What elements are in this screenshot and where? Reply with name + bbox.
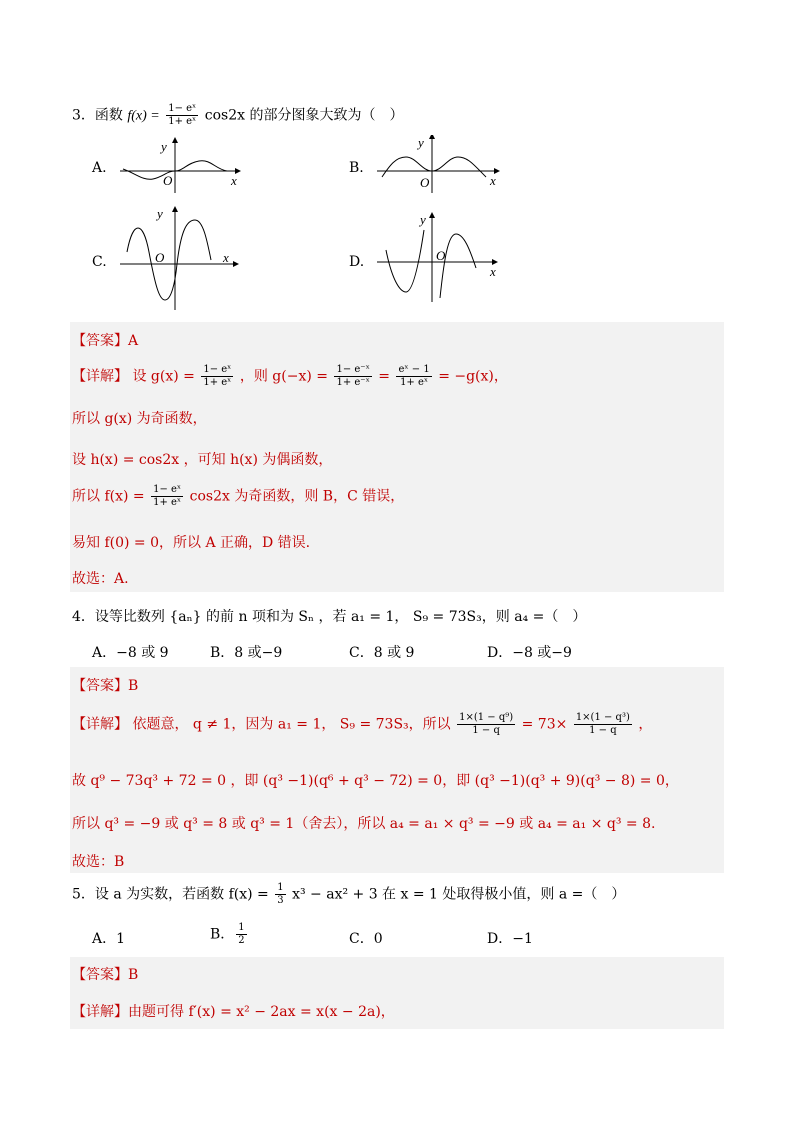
a3-detail-3: 设 h(x) = cos2x ，可知 h(x) 为偶函数， [72,452,333,468]
q3d-origin-label: O [436,248,446,263]
a4-detail-1: 【详解】 依题意， q ≠ 1，因为 a₁ = 1， S₉ = 73S₃，所以 $\frac{\text{1×(1 − q⁹)}}{1 - q}$ = 73× $\frac{\text{1×(1 − q³)}}{1 - q}$ ， [72,712,653,736]
q5-option-d: D．−1 [487,931,533,947]
q4-option-c: C．8 或 9 [349,645,415,661]
q3b-x-label: x [490,173,496,188]
q5-option-b: B． $\frac{1}{2}$ [210,922,245,946]
q3-graph-d [372,210,507,305]
q5-option-a: A．1 [92,931,126,947]
q3-graph-c [115,200,245,315]
q3-option-b-label: B. [349,160,364,176]
q3c-y-label: y [157,206,163,221]
a3-detail-4: 所以 f(x) = $\frac{\text{1− eˣ}}{\text{1+ eˣ}}$ cos2x 为奇函数，则 B，C 错误， [72,484,405,508]
q5-option-c: C．0 [349,931,383,947]
q3-graph-b [372,135,507,195]
q3-stem: 3．函数 f(x) = $\frac{\text{1− eˣ}}{\text{1+ eˣ}}$ cos2x 的部分图象大致为（ ） [72,103,404,127]
q3a-x-label: x [231,173,237,188]
q4-option-b: B．8 或−9 [210,645,283,661]
a4-answer: 【答案】B [72,678,139,694]
q4-stem: 4．设等比数列 {aₙ} 的前 n 项和为 Sₙ ，若 a₁ = 1， S₉ = 73S₃，则 a₄ =（ ） [72,609,587,625]
a3-detail-2: 所以 g(x) 为奇函数， [72,411,207,427]
a3-answer: 【答案】A [72,333,139,349]
q3-option-a-label: A. [92,160,107,176]
a5-answer: 【答案】B [72,967,139,983]
a4-detail-2: 故 q⁹ − 73q³ + 72 = 0 ，即 (q³ −1)(q⁶ + q³ − 72) = 0，即 (q³ −1)(q³ + 9)(q³ − 8) = 0， [72,773,679,789]
q3a-y-label: y [161,139,167,154]
q3-fraction: $\frac{\text{1− eˣ}}{\text{1+ eˣ}}$ [168,103,197,127]
a3-detail-5: 易知 f(0) = 0，所以 A 正确，D 错误. [72,535,311,551]
a3-detail-6: 故选：A. [72,571,129,587]
q3d-x-label: x [490,264,496,279]
q3c-origin-label: O [155,250,165,265]
q4-option-d: D．−8 或−9 [487,645,572,661]
q3-option-c-label: C. [92,254,107,270]
q3d-y-label: y [420,212,426,227]
q3-option-d-label: D. [349,254,365,270]
q5-stem: 5．设 a 为实数，若函数 f(x) = $\frac{1}{3}$ x³ − ax² + 3 在 x = 1 处取得极小值，则 a =（ ） [72,882,626,906]
q3c-x-label: x [223,250,229,265]
a4-detail-4: 故选：B [72,854,125,870]
q3b-y-label: y [418,135,424,150]
a4-detail-3: 所以 q³ = −9 或 q³ = 8 或 q³ = 1（舍去），所以 a₄ = a₁ × q³ = −9 或 a₄ = a₁ × q³ = 8. [72,816,656,832]
q3b-origin-label: O [420,175,430,190]
a3-detail-1: 【详解】 设 g(x) = $\frac{\text{1− eˣ}}{\text{1+ eˣ}}$ ，则 g(−x) = $\frac{\text{1− e⁻ˣ}}{\text{1+ e⁻ˣ}}$ = $\frac{\text{eˣ − 1}}{\text{1+ eˣ}}$ = −g(x)， [72,364,508,388]
q3-graph-a [115,135,245,195]
q3a-origin-label: O [163,173,173,188]
q4-option-a: A．−8 或 9 [92,645,169,661]
a5-detail-1: 【详解】由题可得 f′(x) = x² − 2ax = x(x − 2a)， [72,1004,395,1020]
